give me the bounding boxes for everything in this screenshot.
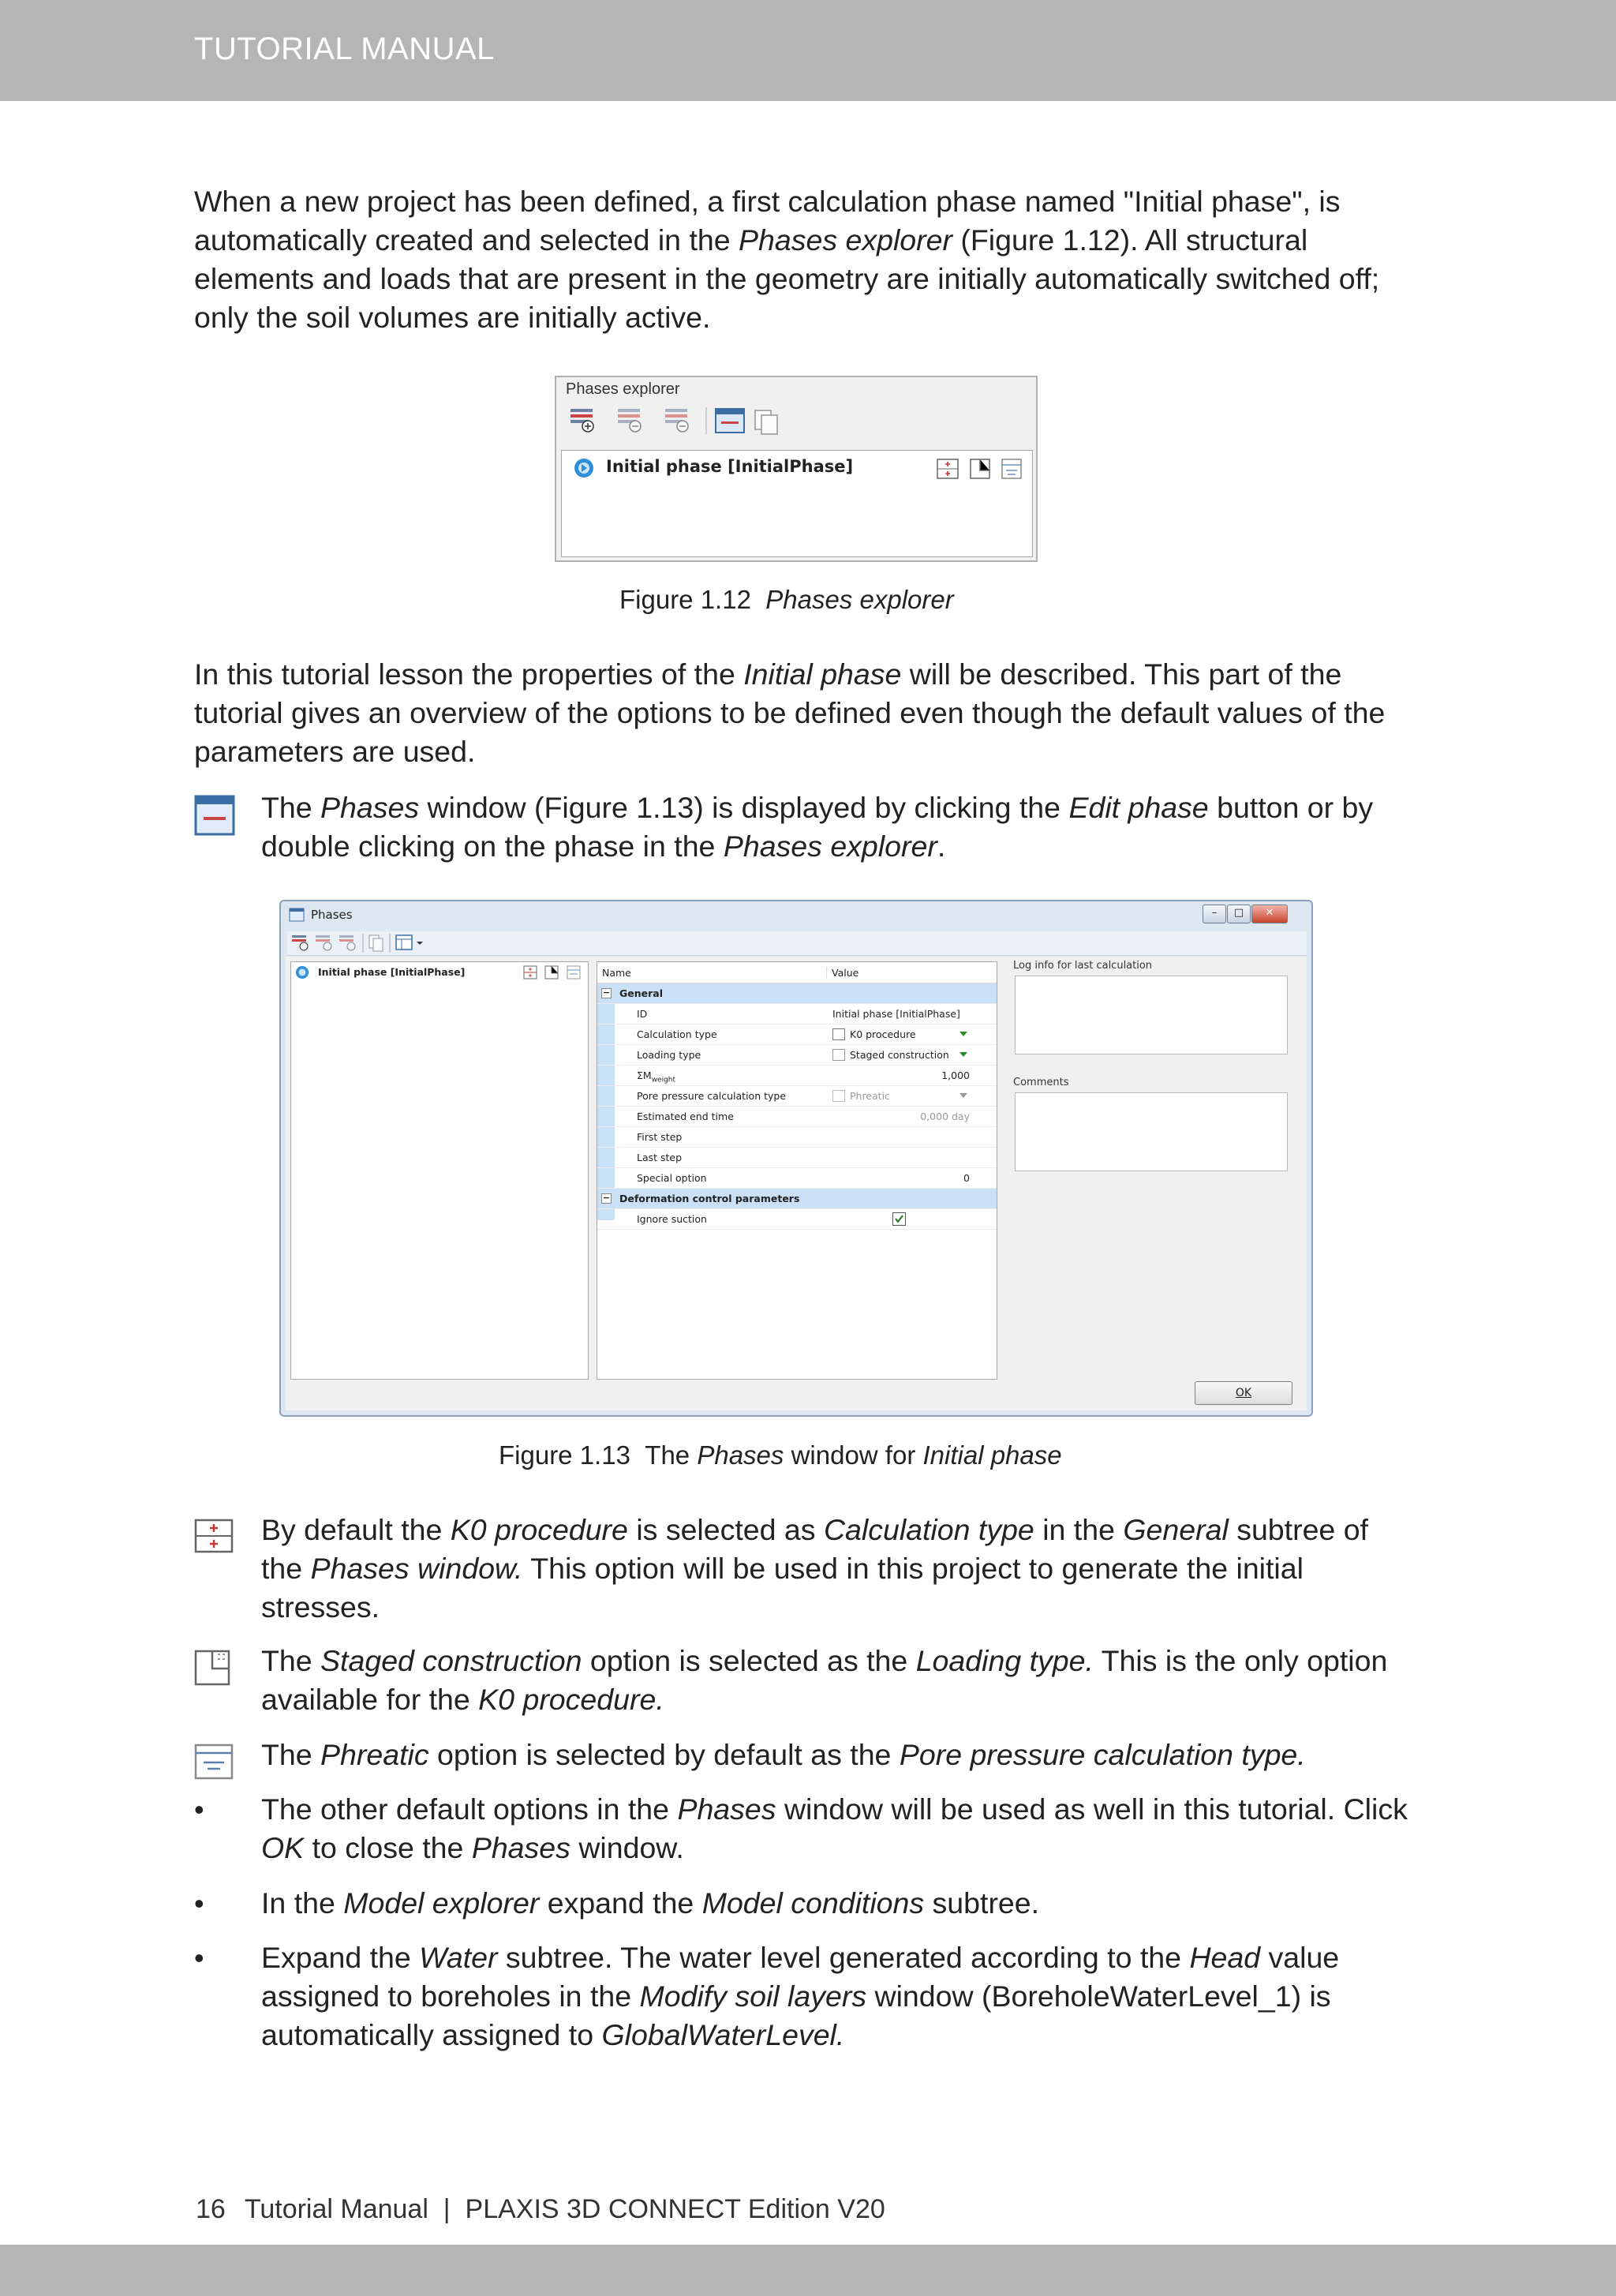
phase-item-label[interactable]: Initial phase [InitialPhase]: [318, 966, 466, 978]
minimize-button[interactable]: –: [1203, 905, 1226, 923]
bullet2-text-1: In the: [261, 1886, 344, 1920]
caption-italic-2: Initial phase: [922, 1440, 1062, 1470]
sum-m-symbol: ΣM: [637, 1069, 652, 1081]
item3-italic-1: Staged construction: [320, 1644, 582, 1677]
copy-phase-icon[interactable]: [755, 410, 777, 434]
staged-construction-icon: [545, 966, 558, 979]
insert-phase-icon[interactable]: [316, 935, 331, 950]
table-row[interactable]: [597, 1004, 997, 1024]
item3-italic-2: Loading type.: [915, 1644, 1094, 1677]
staged-construction-icon: [194, 1648, 241, 1695]
name-column-header: Name: [602, 967, 631, 979]
bullet-marker: •: [194, 1793, 204, 1826]
dropdown-arrow-icon[interactable]: [960, 1093, 967, 1098]
bullet1-italic-2: OK: [261, 1831, 305, 1864]
item2-italic-4: Phases window.: [310, 1552, 523, 1585]
figure-1-13-caption: [499, 1440, 1062, 1471]
add-phase-icon[interactable]: [292, 935, 308, 950]
phase-row-icons: [936, 457, 1024, 481]
item4-italic-1: Phreatic: [320, 1738, 429, 1771]
row-value: 0: [963, 1172, 970, 1184]
table-row[interactable]: [597, 1168, 997, 1189]
copy-phase-icon[interactable]: [369, 935, 383, 951]
page-number: 16: [196, 2194, 226, 2224]
group-general-label: General: [619, 987, 663, 999]
phase-status-icon: [573, 457, 595, 479]
k0-procedure-icon: [194, 1517, 241, 1564]
bullet3-italic-3: Modify soil layers: [639, 1980, 867, 2013]
bullet1-italic-3: Phases: [471, 1831, 570, 1864]
log-info-field[interactable]: [1015, 976, 1288, 1054]
bullet3-text-1: Expand the: [261, 1941, 420, 1974]
phreatic-icon: [194, 1742, 241, 1789]
phases-explorer-toolbar: [563, 406, 1028, 433]
row-name: Special option: [637, 1172, 707, 1184]
table-header: [597, 962, 997, 983]
table-row[interactable]: [597, 1086, 997, 1107]
maximize-button[interactable]: □: [1227, 905, 1251, 923]
bullet-marker: •: [194, 1887, 204, 1920]
phase-item-label[interactable]: Initial phase [InitialPhase]: [606, 457, 854, 476]
dropdown-arrow-icon[interactable]: [960, 1032, 967, 1036]
phases-explorer-figure: [555, 376, 1038, 562]
table-row[interactable]: [597, 1024, 997, 1045]
bullet2-text-3: subtree.: [924, 1886, 1040, 1920]
bullet3-italic-4: GlobalWaterLevel.: [601, 2018, 845, 2051]
row-value: K0 procedure: [850, 1028, 916, 1040]
caption-text-1: The: [645, 1440, 698, 1470]
close-button[interactable]: ✕: [1251, 905, 1288, 923]
phase-status-icon: [295, 965, 309, 979]
phases-window-body: [286, 957, 1307, 1410]
phases-toolbar-icons: [287, 931, 477, 955]
page-bottom-bar: [0, 2245, 1616, 2296]
row-name: Pore pressure calculation type: [637, 1090, 787, 1102]
phases-list-pane: [290, 961, 589, 1380]
item1-text-2: window (Figure 1.13) is displayed by clicking the: [419, 791, 1069, 824]
table-row[interactable]: [597, 1209, 997, 1230]
bullet1-text-4: window.: [570, 1831, 684, 1864]
ok-button[interactable]: OK: [1195, 1381, 1292, 1405]
edit-phase-icon: [194, 795, 241, 842]
delete-phase-icon[interactable]: [339, 935, 355, 950]
k0-procedure-icon: [937, 459, 958, 478]
row-name: Ignore suction: [637, 1213, 707, 1225]
sum-m-subscript: weight: [651, 1076, 676, 1084]
bullet2-italic-2: Model conditions: [701, 1886, 925, 1920]
toolbar-icons: [563, 406, 799, 437]
item2-italic-1: K0 procedure: [450, 1513, 628, 1546]
phases-list: [561, 450, 1033, 557]
intro-text-2: (Figure 1.12). All structural elements and loads that are present in the geometry are initially automatically switched off; only the soil volumes are initially active.: [194, 223, 1380, 334]
bullet1-text-2: window will be used as well in this tutorial. Click: [776, 1792, 1408, 1826]
add-phase-icon[interactable]: [570, 409, 593, 432]
phase-row-icons: [523, 965, 585, 979]
caption-title: Phases explorer: [765, 585, 954, 614]
para2-italic: Initial phase: [743, 657, 902, 691]
phases-window-title: Phases: [311, 908, 353, 922]
intro-text-1: When a new project has been defined, a first calculation phase named "Initial phase", is automatically created and selected in the: [194, 185, 1341, 257]
bullet-marker: •: [194, 1942, 204, 1974]
item3-text-3: This is the only option available for the: [261, 1644, 1388, 1716]
caption-italic-1: Phases: [697, 1440, 784, 1470]
intro-text-italic: Phases explorer: [739, 223, 952, 257]
edit-phase-icon[interactable]: [716, 409, 744, 433]
item2-italic-3: General: [1123, 1513, 1229, 1546]
page-header-bar: [0, 0, 1616, 101]
item4-text-2: option is selected by default as the: [428, 1738, 900, 1771]
bullet3-text-2: subtree. The water level generated according to the: [497, 1941, 1190, 1974]
phases-window-icon: [289, 908, 305, 922]
row-name: Loading type: [637, 1049, 701, 1061]
phases-window-figure: [279, 900, 1313, 1417]
para2-text-2: will be described. This part of the tutorial gives an overview of the options to be defined even though the default values of the parameters are used.: [194, 657, 1386, 768]
bullet3-italic-1: Water: [419, 1941, 498, 1974]
dropdown-arrow-icon[interactable]: [960, 1052, 967, 1057]
comments-label: Comments: [1013, 1077, 1069, 1088]
paragraph-2: [194, 655, 1401, 771]
log-info-label: Log info for last calculation: [1013, 960, 1153, 972]
figure-1-12-caption: [619, 584, 954, 616]
row-name: Calculation type: [637, 1028, 717, 1040]
info-pane: [1005, 957, 1307, 1410]
row-value: 1,000: [941, 1069, 970, 1081]
view-options-icon[interactable]: [396, 935, 423, 949]
item1-italic-1: Phases: [320, 791, 420, 824]
bullet3-italic-2: Head: [1189, 1941, 1261, 1974]
delete-phase-icon[interactable]: [665, 409, 688, 432]
row-name: [637, 1069, 675, 1084]
collapse-icon[interactable]: −: [602, 987, 611, 998]
item2-text-1: By default the: [261, 1513, 451, 1546]
item2-text-3: in the: [1034, 1513, 1124, 1546]
collapse-icon[interactable]: −: [602, 1193, 611, 1203]
item1-italic-3: Phases explorer: [723, 830, 937, 863]
value-column-header: Value: [826, 967, 858, 979]
caption-number: Figure 1.13: [499, 1440, 630, 1470]
item4-text-1: The: [261, 1738, 321, 1771]
item2-text-4: subtree of the: [261, 1513, 1368, 1585]
row-name: Estimated end time: [637, 1111, 734, 1122]
item1-text-4: .: [937, 830, 946, 863]
bullet2-italic-1: Model explorer: [343, 1886, 540, 1920]
row-name: Last step: [637, 1152, 683, 1163]
item2-text-2: is selected as: [627, 1513, 824, 1546]
item2-italic-2: Calculation type: [823, 1513, 1034, 1546]
page-footer: [196, 2194, 904, 2225]
row-value: 0,000 day: [920, 1111, 970, 1122]
k0-procedure-icon: [524, 966, 537, 979]
staged-construction-icon: [971, 459, 989, 478]
bullet2-text-2: expand the: [539, 1886, 702, 1920]
item3-text-2: option is selected as the: [582, 1644, 916, 1677]
row-value: Staged construction: [850, 1049, 949, 1061]
item4-italic-2: Pore pressure calculation type.: [899, 1738, 1306, 1771]
group-deformation-label: Deformation control parameters: [619, 1193, 800, 1204]
ignore-suction-checkbox[interactable]: [892, 1212, 906, 1226]
bullet3-text-3: value assigned to boreholes in the: [261, 1941, 1340, 2013]
table-row[interactable]: [597, 1107, 997, 1127]
phreatic-icon: [567, 966, 580, 979]
phreatic-icon: [832, 1090, 845, 1102]
group-row-general[interactable]: [597, 983, 997, 1004]
group-row-deformation[interactable]: [597, 1189, 997, 1209]
table-row[interactable]: [597, 1066, 997, 1086]
table-row[interactable]: [597, 1045, 997, 1066]
footer-text: Tutorial Manual | PLAXIS 3D CONNECT Edition V20: [244, 2194, 885, 2224]
header-title: TUTORIAL MANUAL: [194, 32, 495, 66]
row-name: First step: [637, 1131, 683, 1143]
phreatic-icon: [1002, 459, 1021, 478]
bullet1-italic-1: Phases: [677, 1792, 776, 1826]
bullet1-text-3: to close the: [304, 1831, 472, 1864]
item1-italic-2: Edit phase: [1068, 791, 1209, 824]
row-value: Phreatic: [850, 1090, 890, 1102]
item2-text-5: This option will be used in this project to generate the initial stresses.: [261, 1552, 1304, 1624]
comments-field[interactable]: [1015, 1092, 1288, 1171]
staged-construction-icon: [832, 1049, 845, 1061]
item3-text-1: The: [261, 1644, 321, 1677]
row-name: ID: [637, 1008, 648, 1020]
insert-phase-icon[interactable]: [618, 409, 641, 432]
row-value: Initial phase [InitialPhase]: [832, 1008, 960, 1020]
phase-properties-pane: [597, 961, 997, 1380]
check-icon: [893, 1213, 905, 1225]
intro-paragraph: [194, 182, 1401, 337]
bullet1-text-1: The other default options in the: [261, 1792, 678, 1826]
k0-procedure-icon: [832, 1028, 845, 1040]
item1-text-3: button or by double clicking on the phase in the: [261, 791, 1374, 863]
phases-explorer-title: Phases explorer: [566, 380, 680, 398]
item1-text: The: [261, 791, 321, 824]
table-row[interactable]: [597, 1148, 997, 1168]
caption-text-2: window for: [784, 1440, 923, 1470]
table-row[interactable]: [597, 1127, 997, 1148]
caption-number: Figure 1.12: [619, 585, 751, 614]
phases-window-toolbar: [287, 931, 1307, 956]
item3-italic-3: K0 procedure.: [478, 1683, 664, 1716]
bullet3-text-4: window (BoreholeWaterLevel_1) is automatically assigned to: [261, 1980, 1331, 2051]
para2-text-1: In this tutorial lesson the properties of the: [194, 657, 744, 691]
